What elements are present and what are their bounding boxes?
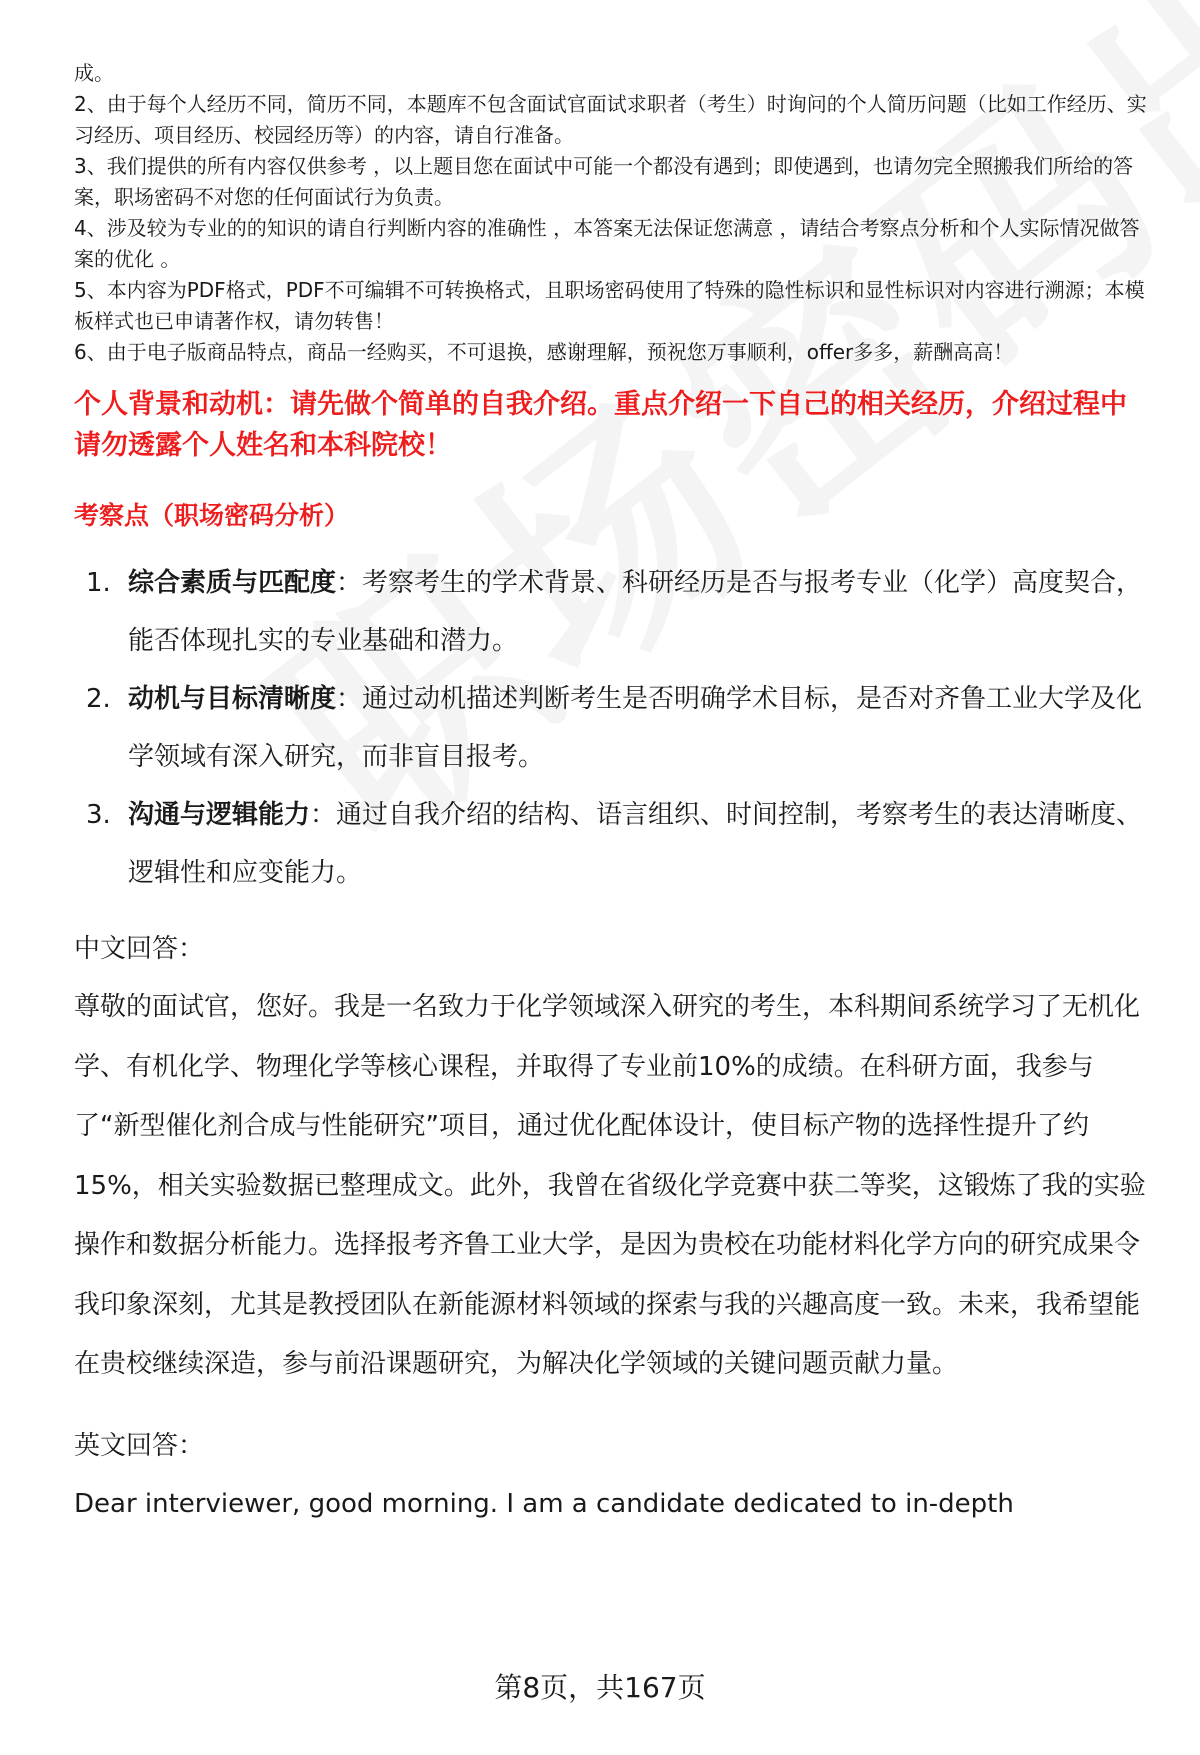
point-number: 3.	[86, 800, 111, 830]
chinese-answer-text: 尊敬的面试官，您好。我是一名致力于化学领域深入研究的考生，本科期间系统学习了无机化学、有机化学、物理化学等核心课程，并取得了专业前10%的成绩。在科研方面，我参与了“新型催化剂合成与性能研究”项目，通过优化配体设计，使目标产物的选择性提升了约15%，相关实验数据已整理成文。此外，我曾在省级化学竞赛中获二等奖，这锻炼了我的实验操作和数据分析能力。选择报考齐鲁工业大学，是因为贵校在功能材料化学方向的研究成果令我印象深刻，尤其是教授团队在新能源材料领域的探索与我的兴趣高度一致。未来，我希望能在贵校继续深造，参与前沿课题研究，为解决化学领域的关键问题贡献力量。	[74, 992, 1146, 1379]
point-text: ：考察考生的学术背景、科研经历是否与报考专业（化学）高度契合，能否体现扎实的专业基础和潜力。	[128, 568, 1143, 656]
point-term: 综合素质与匹配度	[128, 568, 337, 598]
point-term: 沟通与逻辑能力	[128, 800, 311, 830]
point-number: 2.	[86, 684, 111, 714]
disclaimer-line: 4、涉及较为专业的的知识的请自行判断内容的准确性 ，本答案无法保证您满意 ，请结合考察点分析和个人实际情况做答案的优化 。	[74, 216, 1140, 271]
chinese-answer-label: 中文回答：	[74, 934, 205, 964]
question-heading: 个人背景和动机：请先做个简单的自我介绍。重点介绍一下自己的相关经历，介绍过程中请勿透露个人姓名和本科院校！	[74, 389, 1127, 461]
disclaimer-line: 2、由于每个人经历不同，简历不同，本题库不包含面试官面试求职者（考生）时询问的个人简历问题（比如工作经历、实习经历、项目经历、校园经历等）的内容，请自行准备。	[74, 92, 1147, 147]
point-text: ：通过动机描述判断考生是否明确学术目标，是否对齐鲁工业大学及化学领域有深入研究，而非盲目报考。	[128, 684, 1143, 772]
english-answer-label: 英文回答：	[74, 1430, 205, 1461]
analysis-point	[74, 786, 1152, 902]
disclaimer-block	[74, 58, 1152, 368]
analysis-title: 考察点（职场密码分析）	[74, 501, 350, 530]
english-answer-text: Dear interviewer, good morning. I am a candidate dedicated to in-depth	[74, 1488, 1014, 1519]
disclaimer-line: 成。	[74, 61, 114, 85]
page-content	[74, 58, 1152, 1534]
point-term: 动机与目标清晰度	[128, 684, 337, 714]
disclaimer-line: 5、本内容为PDF格式，PDF不可编辑不可转换格式，且职场密码使用了特殊的隐性标识和显性标识对内容进行溯源；本模板样式也已申请著作权，请勿转售！	[74, 278, 1145, 333]
point-text: ：通过自我介绍的结构、语言组织、时间控制，考察考生的表达清晰度、逻辑性和应变能力。	[128, 800, 1143, 888]
page-footer: 第8页，共167页	[494, 1671, 706, 1704]
point-number: 1.	[86, 568, 111, 598]
analysis-point	[74, 670, 1152, 786]
analysis-points-list	[74, 554, 1152, 902]
analysis-point	[74, 554, 1152, 670]
disclaimer-line: 6、由于电子版商品特点，商品一经购买，不可退换，感谢理解，预祝您万事顺利，offer多多，薪酬高高！	[74, 340, 1014, 364]
disclaimer-line: 3、我们提供的所有内容仅供参考 ，以上题目您在面试中可能一个都没有遇到；即使遇到，也请勿完全照搬我们所给的答案，职场密码不对您的任何面试行为负责。	[74, 154, 1134, 209]
